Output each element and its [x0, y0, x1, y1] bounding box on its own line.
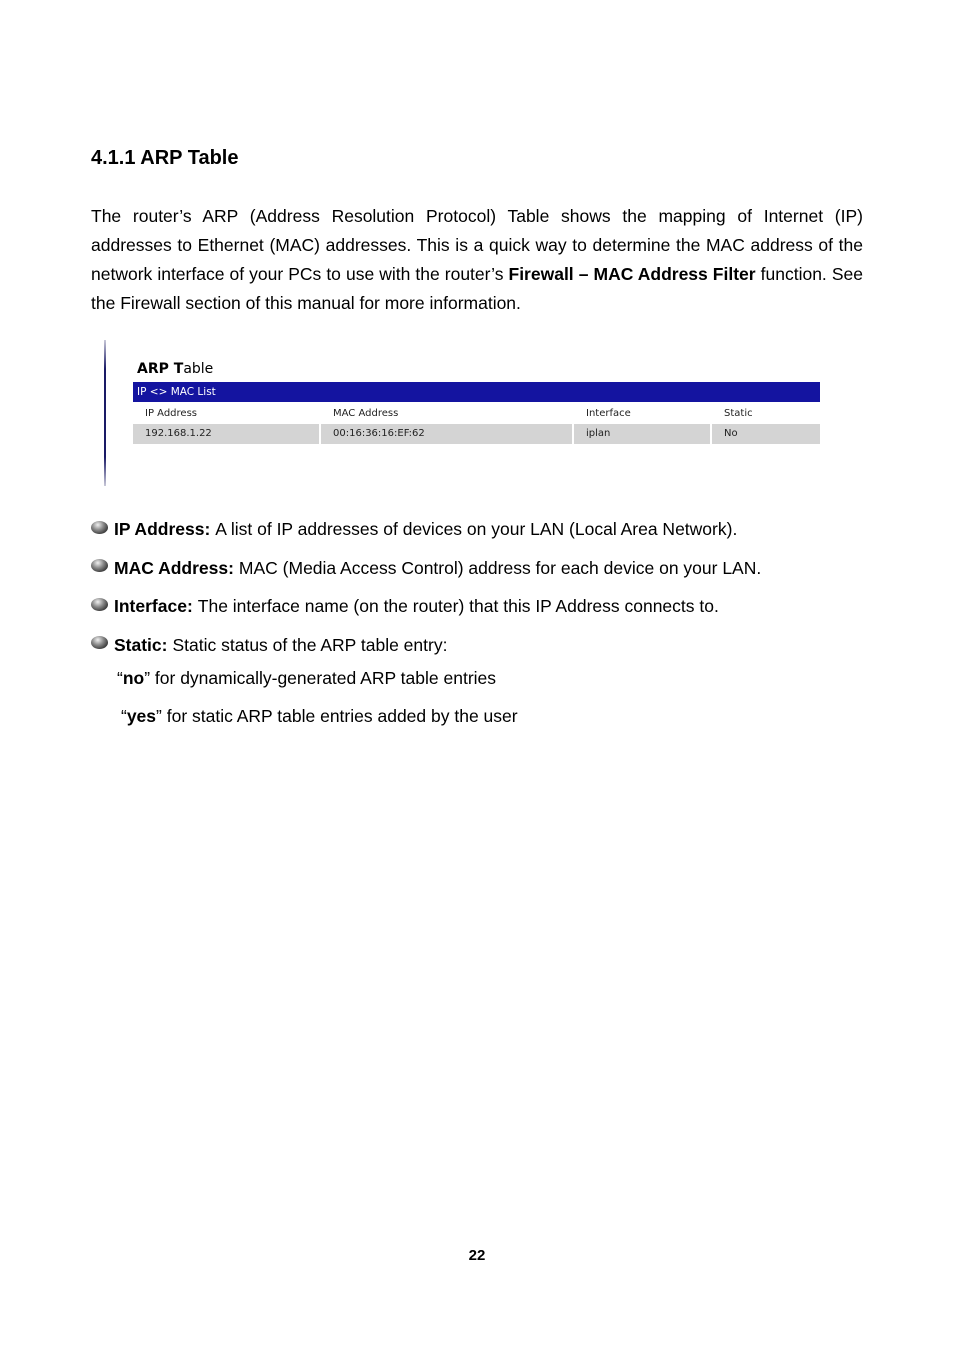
column-header-static: Static — [724, 408, 753, 419]
quote-open: “ — [121, 706, 127, 726]
bullet-desc: Static status of the ARP table entry: — [172, 634, 448, 655]
bullet-icon — [91, 598, 108, 611]
quote-open: “ — [117, 668, 123, 688]
intro-text-after: function. See the Firewall section of this manual for more information. — [91, 264, 863, 313]
list-item — [91, 626, 761, 665]
bullet-desc: MAC (Media Access Control) address for each device on your LAN. — [238, 557, 762, 578]
field-description-list — [91, 510, 761, 664]
static-value-no — [117, 664, 496, 692]
bullet-icon — [91, 521, 108, 534]
list-item — [91, 510, 761, 549]
bullet-icon — [91, 559, 108, 572]
static-value-desc: ” for static ARP table entries added by the user — [156, 706, 518, 726]
bullet-desc: A list of IP addresses of devices on your LAN (Local Area Network). — [215, 519, 738, 540]
table-row — [133, 424, 820, 444]
arp-table-title — [137, 361, 213, 377]
arp-table-title-bold: ARP T — [137, 361, 184, 377]
column-header-mac-address: MAC Address — [333, 408, 399, 419]
cell-mac-address: 00:16:36:16:EF:62 — [321, 424, 572, 444]
list-item — [91, 587, 761, 626]
list-item — [91, 549, 761, 588]
intro-text-before: The router’s ARP (Address Resolution Protocol) Table shows the mapping of Internet (IP) addresses to Ethernet (MAC) addresses. This is a quick way to determine the MAC address of the network interface of your PCs to use with the router’s — [91, 206, 863, 284]
static-value-desc: ” for dynamically-generated ARP table entries — [144, 668, 497, 688]
bullet-term: IP Address: — [114, 519, 211, 540]
bullet-term: Static: — [114, 634, 168, 655]
static-value-bold: yes — [126, 706, 157, 726]
bullet-term: MAC Address: — [114, 557, 234, 578]
bullet-icon — [91, 636, 108, 649]
table-header-row — [133, 404, 820, 424]
column-header-ip-address: IP Address — [145, 408, 197, 419]
arp-table-title-rest: able — [183, 361, 214, 377]
section-heading: 4.1.1 ARP Table — [91, 147, 239, 169]
cell-interface: iplan — [574, 424, 710, 444]
cell-ip-address: 192.168.1.22 — [133, 424, 319, 444]
bullet-desc: The interface name (on the router) that this IP Address connects to. — [197, 596, 719, 617]
arp-table-screenshot — [104, 340, 824, 486]
static-value-bold: no — [122, 668, 145, 688]
ip-mac-list-bar: IP <> MAC List — [133, 382, 820, 402]
static-value-yes — [121, 702, 518, 730]
cell-static: No — [712, 424, 820, 444]
screenshot-left-border — [104, 340, 106, 486]
column-header-interface: Interface — [586, 408, 631, 419]
bullet-term: Interface: — [114, 596, 193, 617]
intro-bold-text: Firewall – MAC Address Filter — [508, 264, 756, 284]
intro-paragraph — [91, 202, 863, 318]
page-number: 22 — [468, 1247, 486, 1264]
